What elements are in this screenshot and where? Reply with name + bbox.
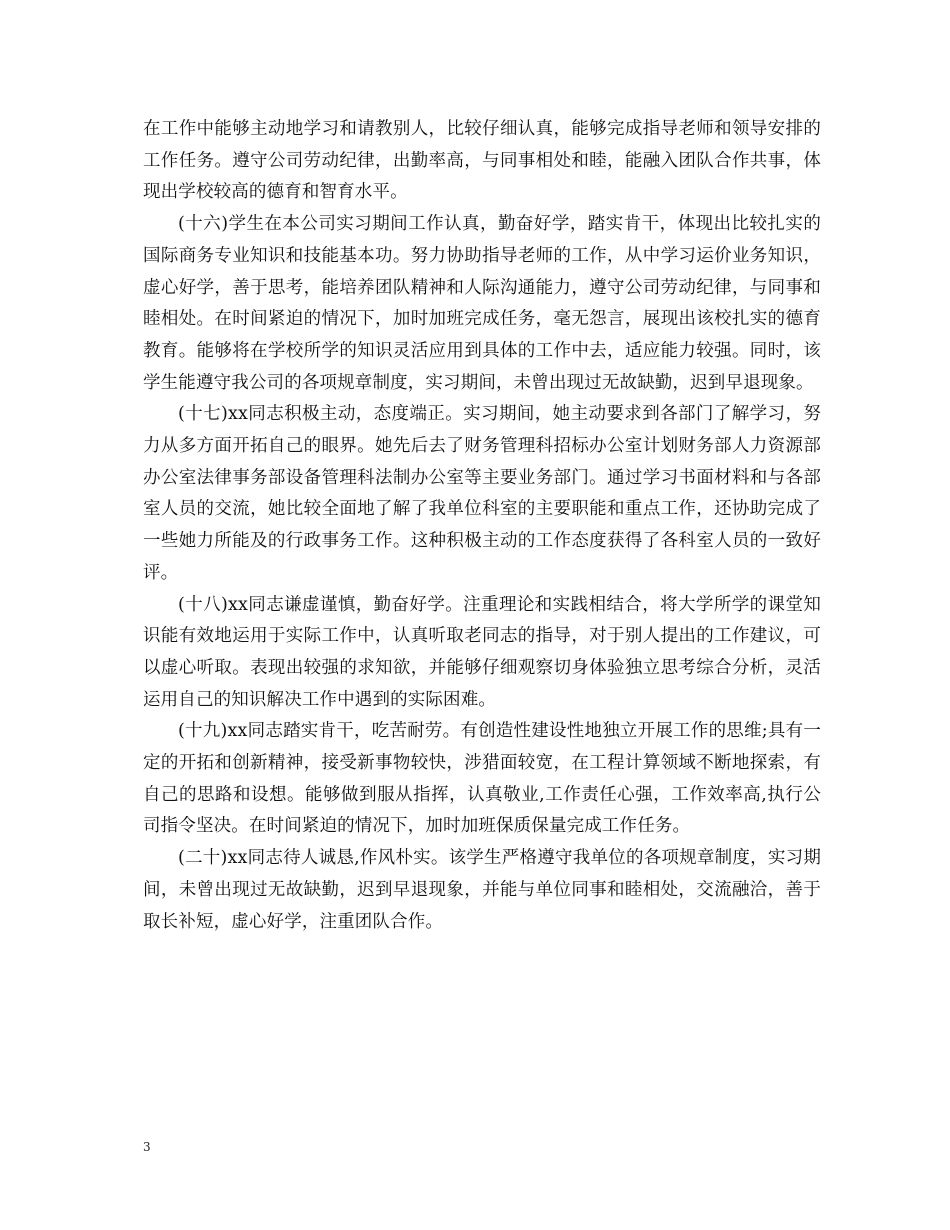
paragraph-20: (二十)xx同志待人诚恳,作风朴实。该学生严格遵守我单位的各项规章制度，实习期间，未曾出现过无故缺勤，迟到早退现象，并能与单位同事和睦相处，交流融洽，善于取长补短，虚心好学，注重团队合作。 — [143, 848, 821, 932]
paragraph-17: (十七)xx同志积极主动，态度端正。实习期间，她主动要求到各部门了解学习，努力从多方面开拓自己的眼界。她先后去了财务管理科招标办公室计划财务部人力资源部办公室法律事务部设备管理科法制办公室等主要业务部门。通过学习书面材料和与各部室人员的交流，她比较全面地了解了我单位科室的主要职能和重点工作，还协助完成了一些她力所能及的行政事务工作。这种积极主动的工作态度获得了各科室人员的一致好评。 — [143, 404, 821, 583]
paragraph-continuation: 在工作中能够主动地学习和请教别人，比较仔细认真，能够完成指导老师和领导安排的工作任务。遵守公司劳动纪律，出勤率高，与同事相处和睦，能融入团队合作共事，体现出学校较高的德育和智育水平。 — [143, 119, 821, 203]
paragraph-16: (十六)学生在本公司实习期间工作认真，勤奋好学，踏实肯干，体现出比较扎实的国际商务专业知识和技能基本功。努力协助指导老师的工作，从中学习运价业务知识，虚心好学，善于思考，能培养团队精神和人际沟通能力，遵守公司劳动纪律，与同事和睦相处。在时间紧迫的情况下，加时加班完成任务，毫无怨言，展现出该校扎实的德育教育。能够将在学校所学的知识灵活应用到具体的工作中去，适应能力较强。同时，该学生能遵守我公司的各项规章制度，实习期间，未曾出现过无故缺勤，迟到早退现象。 — [143, 214, 821, 393]
page-number: 3 — [143, 1140, 151, 1154]
paragraph-18: (十八)xx同志谦虚谨慎，勤奋好学。注重理论和实践相结合，将大学所学的课堂知识能有效地运用于实际工作中，认真听取老同志的指导，对于别人提出的工作建议，可以虚心听取。表现出较强的求知欲，并能够仔细观察切身体验独立思考综合分析，灵活运用自己的知识解决工作中遇到的实际困难。 — [143, 594, 821, 710]
paragraph-19: (十九)xx同志踏实肯干，吃苦耐劳。有创造性建设性地独立开展工作的思维;具有一定的开拓和创新精神，接受新事物较快，涉猎面较宽，在工程计算领域不断地探索，有自己的思路和设想。能够做到服从指挥，认真敬业,工作责任心强，工作效率高,执行公司指令坚决。在时间紧迫的情况下，加时加班保质保量完成工作任务。 — [143, 721, 821, 837]
document-body — [143, 114, 821, 938]
